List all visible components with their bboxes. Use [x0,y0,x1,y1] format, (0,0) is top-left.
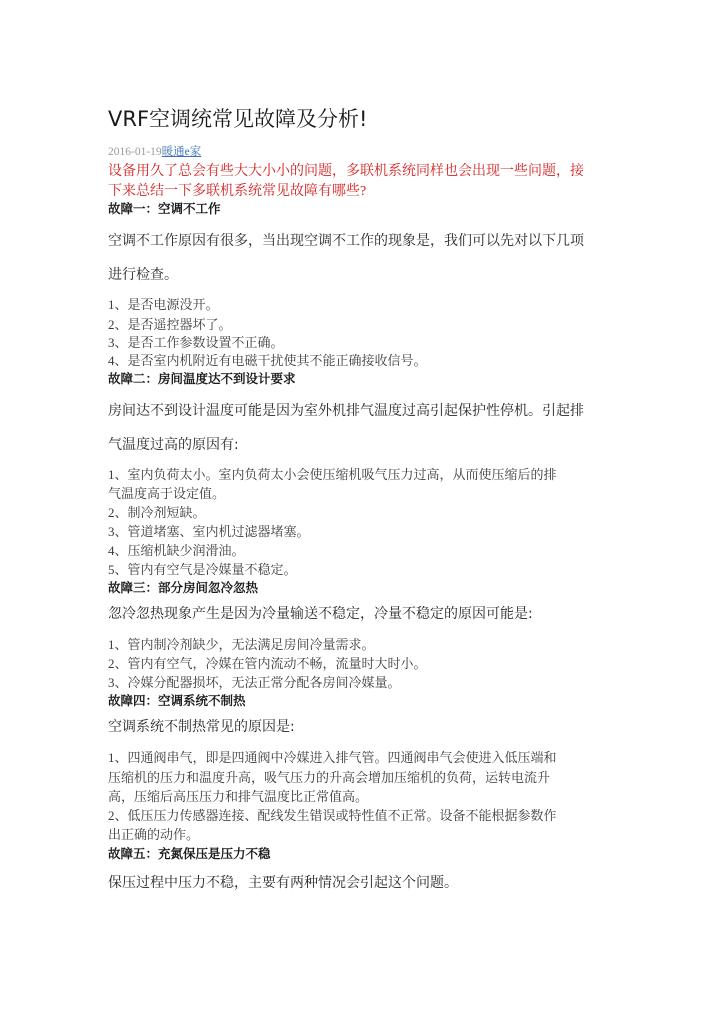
article-title: VRF空调统常见故障及分析! [108,107,368,131]
fault-3-lead: 忽冷忽热现象产生是因为冷量输送不稳定，冷量不稳定的原因可能是: [108,606,533,622]
fault-2-item: 气温度高于设定值。 [108,486,226,501]
fault-4-item: 压缩机的压力和温度升高，吸气压力的升高会增加压缩机的负荷，运转电流升 [108,770,551,785]
fault-4-item: 1、四通阀串气，即是四通阀中冷媒进入排气管。四通阀串气会使进入低压端和 [108,750,557,765]
fault-3-item: 3、冷媒分配器损坏，无法正常分配各房间冷媒量。 [108,675,401,690]
fault-1-heading: 故障一：空调不工作 [108,201,221,216]
fault-1-lead-2: 进行检查。 [108,267,178,283]
fault-1-item: 4、是否室内机附近有电磁干扰使其不能正确接收信号。 [108,353,427,368]
fault-4-item: 2、低压压力传感器连接、配线发生错误或特性值不正常。设备不能根据参数作 [108,808,557,823]
fault-3-item: 2、管内有空气，冷媒在管内流动不畅，流量时大时小。 [108,656,427,671]
fault-2-item: 1、室内负荷太小。室内负荷太小会使压缩机吸气压力过高，从而使压缩后的排 [108,467,557,482]
fault-4-lead: 空调系统不制热常见的原因是: [108,719,295,735]
fault-2-item: 3、管道堵塞、室内机过滤器堵塞。 [108,524,310,539]
fault-2-item: 5、管内有空气是冷媒量不稳定。 [108,562,297,577]
publish-date: 2016-01-19 [108,146,162,158]
intro-line-2: 下来总结一下多联机系统常见故障有哪些? [108,184,367,199]
fault-4-item: 出正确的动作。 [108,827,200,842]
fault-2-item: 4、压缩机缺少润滑油。 [108,543,245,558]
fault-5-lead: 保压过程中压力不稳，主要有两种情况会引起这个问题。 [108,875,458,891]
fault-2-item: 2、制冷剂短缺。 [108,505,206,520]
fault-5-heading: 故障五：充氮保压是压力不稳 [108,846,271,861]
fault-2-lead-2: 气温度过高的原因有: [108,437,239,453]
fault-1-item: 1、是否电源没开。 [108,297,219,312]
fault-4-heading: 故障四：空调系统不制热 [108,693,246,708]
intro-line-1: 设备用久了总会有些大大小小的问题，多联机系统同样也会出现一些问题，接 [108,164,584,179]
fault-4-item: 高，压缩后高压压力和排气温度比正常值高。 [108,789,369,804]
fault-1-lead-1: 空调不工作原因有很多，当出现空调不工作的现象是，我们可以先对以下几项 [108,233,584,249]
fault-3-item: 1、管内制冷剂缺少，无法满足房间冷量需求。 [108,637,375,652]
author-link[interactable]: 暖通e家 [161,146,202,158]
article-meta [108,143,201,159]
fault-3-heading: 故障三：部分房间忽冷忽热 [108,580,259,595]
fault-1-item: 2、是否遥控器坏了。 [108,317,232,332]
fault-1-item: 3、是否工作参数设置不正确。 [108,335,284,350]
fault-2-heading: 故障二：房间温度达不到设计要求 [108,371,296,386]
fault-2-lead-1: 房间达不到设计温度可能是因为室外机排气温度过高引起保护性停机。引起排 [108,403,584,419]
